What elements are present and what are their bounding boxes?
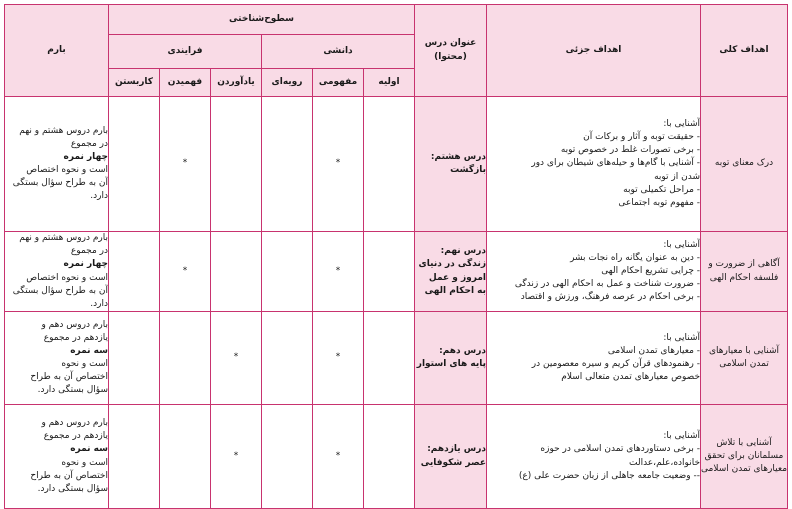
sub-goals-cell	[487, 97, 701, 232]
score-text-line: است و نحوه	[61, 359, 108, 369]
sub-goals-cell	[487, 232, 701, 312]
score-text-line: بارم دروس هشتم و نهم	[19, 125, 108, 136]
lesson-title-header-line2: (محتوا)	[434, 51, 467, 62]
sub-goal-line: - آشنایی با گام‌ها و حیله‌های شیطان برای دور	[531, 158, 701, 169]
star-mark: *	[233, 450, 239, 461]
table-row	[5, 97, 788, 232]
level-cell	[364, 97, 415, 232]
score-bold-text: چهار نمره	[63, 151, 108, 162]
sub-goal-line: خصوص معیارهای تمدن متعالی اسلام	[561, 372, 701, 383]
general-goal-cell: آگاهی از ضرورت و فلسفه احکام الهی	[701, 232, 788, 312]
level-cell	[364, 405, 415, 509]
level-cell	[364, 312, 415, 405]
curriculum-table	[4, 4, 788, 509]
level-cell	[109, 97, 160, 232]
level-cell	[160, 97, 211, 232]
general-goals-header: اهداف کلی	[701, 5, 788, 97]
lesson-title-line: امروز و عمل	[428, 272, 487, 283]
level-cell	[313, 312, 364, 405]
sub-goal-line: - رهنمودهای قرآن کریم و سیره معصومین در	[531, 359, 701, 369]
level-cell	[160, 405, 211, 509]
score-text-line: در مجموع	[70, 138, 108, 149]
level-cell	[211, 405, 262, 509]
lesson-title-line: درس یازدهم:	[427, 444, 487, 455]
score-cell	[5, 405, 109, 509]
lesson-title-line: زندگی در دنیای	[418, 259, 487, 270]
level-cell	[211, 312, 262, 405]
sub-goal-line: خانواده،علم،عدالت	[629, 457, 701, 468]
cognitive-levels-header: سطوح‌شناختی	[109, 5, 415, 35]
score-text-line: دارد.	[90, 191, 108, 202]
sub-goal-line: آشنایی با:	[663, 332, 701, 343]
level-header-conceptual: مفهومی	[313, 69, 364, 97]
level-cell	[313, 405, 364, 509]
level-cell	[262, 97, 313, 232]
lesson-title-cell	[415, 405, 487, 509]
score-cell	[5, 97, 109, 232]
level-cell	[109, 405, 160, 509]
level-header-apply: کاربستن	[109, 69, 160, 97]
level-cell	[109, 232, 160, 312]
sub-goal-line: - معیارهای تمدن اسلامی	[607, 345, 701, 356]
lesson-title-cell	[415, 232, 487, 312]
score-text-line: است و نحوه اختصاص	[26, 272, 108, 283]
general-goal-cell: درک معنای توبه	[701, 97, 788, 232]
sub-goals-cell	[487, 312, 701, 405]
star-mark: *	[182, 158, 188, 169]
star-mark: *	[335, 158, 341, 169]
sub-goals-cell	[487, 405, 701, 509]
table-row	[5, 232, 788, 312]
lesson-title-cell	[415, 312, 487, 405]
level-cell	[313, 232, 364, 312]
table-row	[5, 405, 788, 509]
sub-goal-line: - برخی احکام در عرصه فرهنگ، ورزش و اقتصاد	[520, 292, 701, 303]
level-cell	[364, 232, 415, 312]
lesson-title-line: درس نهم:	[440, 246, 487, 257]
sub-goals-header: اهداف جزئی	[487, 5, 701, 97]
level-cell	[211, 97, 262, 232]
score-text-line: سؤال بستگی دارد.	[37, 385, 108, 396]
score-text-line: بارم دروس دهم و	[41, 319, 108, 330]
sub-goal-line: - دین به عنوان یگانه راه نجات بشر	[570, 252, 701, 263]
general-goal-cell: آشنایی با تلاش مسلمانان برای تحقق معیارهای تمدن اسلامی	[701, 405, 788, 509]
score-bold-text: سه نمره	[70, 345, 108, 356]
level-cell	[262, 232, 313, 312]
lesson-title-line: درس دهم:	[439, 345, 487, 356]
knowledge-header: دانشی	[262, 35, 415, 69]
level-header-procedural: رویه‌ای	[262, 69, 313, 97]
sub-goal-line: - برخی دستاوردهای تمدن اسلامی در حوزه	[540, 444, 701, 455]
score-bold-text: سه نمره	[70, 444, 108, 455]
score-text-line: دارد.	[90, 298, 108, 309]
star-mark: *	[233, 352, 239, 363]
score-bold-text: چهار نمره	[63, 259, 108, 270]
curriculum-table-container	[4, 4, 787, 502]
level-cell	[211, 232, 262, 312]
lesson-title-cell	[415, 97, 487, 232]
sub-goal-line: - حقیقت توبه و آثار و برکات آن	[583, 132, 701, 143]
level-cell	[109, 312, 160, 405]
score-text-line: در مجموع	[70, 246, 108, 257]
score-text-line: یازدهم در مجموع	[43, 431, 108, 442]
lesson-title-line: به احکام الهی	[424, 285, 487, 296]
star-mark: *	[335, 352, 341, 363]
sub-goal-line: شدن از توبه	[654, 171, 701, 182]
score-text-line: یازدهم در مجموع	[43, 332, 108, 343]
score-cell	[5, 312, 109, 405]
lesson-title-line: بازگشت	[450, 165, 487, 175]
sub-goal-line: - ضرورت شناخت و عمل به احکام الهی در زندگی	[514, 279, 701, 290]
sub-goal-line: آشنایی با:	[663, 431, 701, 442]
sub-goal-line: - مراحل تکمیلی توبه	[623, 184, 701, 195]
sub-goal-line: - برخی تصورات غلط در خصوص توبه	[560, 145, 701, 156]
score-text-line: است و نحوه اختصاص	[26, 165, 108, 175]
lesson-title-line: درس هشتم:	[430, 151, 487, 162]
score-text-line: است و نحوه	[61, 457, 108, 468]
sub-goal-line: - چرایی تشریع احکام الهی	[601, 265, 701, 276]
star-mark: *	[335, 450, 341, 461]
score-text-line: بارم دروس دهم و	[41, 418, 108, 429]
lesson-title-line: پایه های استوار	[416, 359, 487, 369]
score-text-line: آن به طراح سؤال بستگی	[12, 285, 108, 296]
level-header-understand: فهمیدن	[160, 69, 211, 97]
lesson-title-header-line1: عنوان درس	[424, 38, 477, 49]
sub-goal-line: آشنایی با:	[663, 239, 701, 250]
score-text-line: آن به طراح سؤال بستگی	[12, 178, 108, 189]
level-cell	[313, 97, 364, 232]
star-mark: *	[335, 265, 341, 276]
sub-goal-line: - مفهوم توبه اجتماعی	[618, 197, 701, 208]
sub-goal-line: آشنایی با:	[663, 119, 701, 130]
lesson-title-line: عصر شکوفایی	[420, 457, 487, 468]
score-text-line: اختصاص آن به طراح	[30, 372, 108, 383]
lesson-title-header	[415, 5, 487, 97]
level-cell	[160, 232, 211, 312]
score-text-line: بارم دروس هشتم و نهم	[19, 233, 108, 244]
level-header-basic: اولیه	[364, 69, 415, 97]
score-text-line: سؤال بستگی دارد.	[37, 483, 108, 494]
general-goal-cell: آشنایی با معیارهای تمدن اسلامی	[701, 312, 788, 405]
level-cell	[160, 312, 211, 405]
sub-goal-line: -- وضعیت جامعه جاهلی از زبان حضرت علی (ع)	[518, 470, 701, 481]
table-row	[5, 312, 788, 405]
star-mark: *	[182, 265, 188, 276]
level-cell	[262, 405, 313, 509]
score-header: بارم	[5, 5, 109, 97]
level-cell	[262, 312, 313, 405]
level-header-remember: یادآوردن	[211, 69, 262, 97]
process-header: فرایندی	[109, 35, 262, 69]
header-row-1	[5, 5, 788, 35]
score-cell	[5, 232, 109, 312]
score-text-line: اختصاص آن به طراح	[30, 470, 108, 481]
